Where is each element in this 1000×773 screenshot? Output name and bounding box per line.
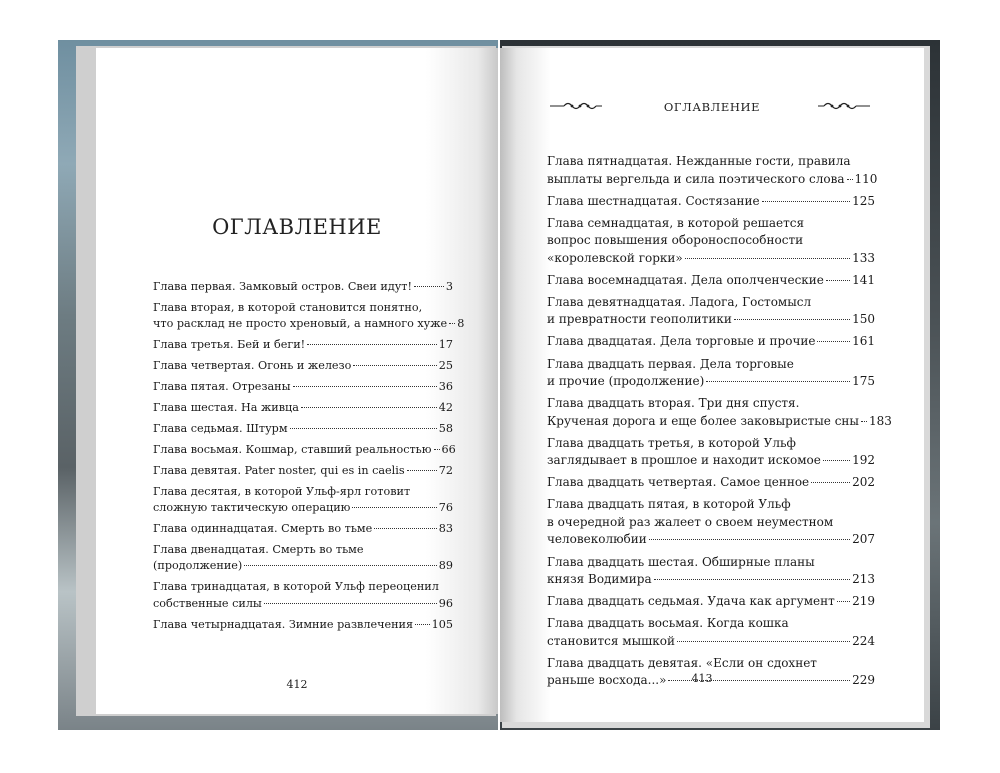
toc-entry-line [153,463,453,480]
page-number: 413 [691,672,713,685]
toc-entry [153,521,453,542]
table-of-contents-left [153,279,465,637]
chapter-title: и превратности геополитики [547,312,732,327]
chapter-page-number: 42 [438,400,453,414]
toc-entry [547,435,875,475]
toc-entry-line: Глава двадцать восьмая. Когда кошка [547,616,789,631]
dot-leader [264,603,437,604]
dot-leader [826,280,850,281]
toc-entry-line [547,373,875,391]
chapter-title: Глава восьмая. Кошмар, ставший реальностью [153,442,432,456]
dot-leader [685,258,850,259]
toc-entry-line [153,400,453,417]
chapter-page-number: 125 [852,193,875,208]
chapter-title: Глава шестнадцатая. Состязание [547,193,760,208]
dot-leader [654,579,850,580]
chapter-title: «королевской горки» [547,250,683,265]
toc-entry [153,463,453,484]
dot-leader [817,341,850,342]
toc-entry-line [547,250,875,268]
dot-leader [301,407,437,408]
toc-entry-line: Глава двадцать шестая. Обширные планы [547,554,815,569]
chapter-title: и прочие (продолжение) [547,374,705,389]
toc-entry [547,294,875,334]
chapter-page-number: 83 [438,521,453,535]
page-number: 412 [286,678,308,691]
toc-entry [547,615,875,655]
chapter-title: заглядывает в прошлое и находит искомое [547,453,821,468]
dot-leader [415,624,430,625]
dot-leader [847,179,853,180]
toc-entry [547,215,875,272]
ornament-icon [818,101,870,111]
chapter-title: Глава первая. Замковый остров. Свеи идут! [153,280,412,293]
toc-entry-line: Глава двадцать девятая. «Если он сдохнет [547,655,817,670]
chapter-title: становится мышкой [547,633,675,648]
toc-entry-line: Глава пятнадцатая. Нежданные гости, правила [547,154,851,168]
chapter-page-number: 25 [438,359,453,373]
chapter-title: что расклад не просто хреновый, а намного хуже [153,317,448,331]
toc-entry [153,400,453,421]
toc-entry-line: Глава двенадцатая. Смерть во тьме [153,542,364,556]
toc-entry [547,193,875,215]
chapter-title: Глава одиннадцатая. Смерть во тьме [153,521,373,535]
dot-leader [861,421,867,422]
chapter-page-number: 89 [438,559,453,573]
toc-entry-line: Глава двадцать первая. Дела торговые [547,356,794,371]
toc-entry-line: Глава двадцать вторая. Три дня спустя. [547,396,800,411]
toc-entry-line: Глава семнадцатая, в которой решается [547,215,805,230]
dot-leader [449,323,455,324]
toc-entry-line [153,421,453,438]
chapter-page-number: 17 [438,338,453,352]
chapter-page-number: 141 [852,272,875,287]
table-of-contents-right [547,153,892,694]
chapter-page-number: 202 [852,475,875,490]
chapter-page-number: 175 [852,374,875,389]
toc-entry [153,279,453,300]
toc-entry-line [153,337,453,354]
chapter-page-number: 58 [438,421,453,435]
right-page [500,48,924,722]
toc-entry [153,617,453,638]
chapter-page-number: 66 [441,442,456,456]
toc-entry [547,272,875,294]
toc-entry-line: Глава десятая, в которой Ульф-ярл готовит [153,484,411,498]
toc-entry [153,421,453,442]
toc-entry [153,379,453,400]
chapter-title: выплаты вергельда и сила поэтического слова [547,171,845,186]
toc-entry [547,474,875,496]
toc-entry [547,153,878,193]
dot-leader [762,201,850,202]
dot-leader [734,319,850,320]
dot-leader [706,381,850,382]
page-title: ОГЛАВЛЕНИЕ [212,215,382,239]
dot-leader [407,470,437,471]
chapter-title: князя Водимира [547,572,652,587]
toc-entry-line [153,279,453,296]
toc-entry [153,300,465,337]
dot-leader [434,449,440,450]
toc-entry-line [547,311,875,329]
dot-leader [293,386,437,387]
chapter-page-number: 110 [854,171,878,186]
dot-leader [649,539,850,540]
toc-entry-line [547,593,875,611]
toc-entry-line [153,316,465,333]
toc-entry-line [547,171,878,189]
chapter-title: Глава шестая. На живца [153,400,299,414]
toc-entry-line [547,193,875,211]
chapter-page-number: 229 [852,673,875,688]
chapter-page-number: 8 [457,317,465,331]
toc-entry-line [153,596,453,613]
chapter-title: Глава четвертая. Огонь и железо [153,359,352,373]
toc-entry-line [547,452,875,470]
toc-entry-line: вопрос повышения обороноспособности [547,233,804,248]
toc-entry-line: Глава тринадцатая, в которой Ульф переоценил [153,580,439,594]
dot-leader [414,286,444,287]
chapter-title: Глава двадцать седьмая. Удача как аргумент [547,594,835,609]
chapter-title: Глава двадцать четвертая. Самое ценное [547,475,810,490]
running-head: ОГЛАВЛЕНИЕ [663,100,761,114]
chapter-title: Крученая дорога и еще более заковыристые сны [547,413,859,428]
toc-entry-line: в очередной раз жалеет о своем неуместном [547,514,834,529]
toc-entry [547,593,875,615]
chapter-page-number: 150 [852,312,875,327]
chapter-title: Глава седьмая. Штурм [153,421,288,435]
toc-entry [547,395,892,435]
toc-entry-line [547,571,875,589]
toc-entry [153,442,456,463]
toc-entry-line [547,633,875,651]
left-page [96,48,498,714]
toc-entry-line: Глава двадцать третья, в которой Ульф [547,435,796,450]
toc-entry-line [153,558,453,575]
chapter-title: человеколюбии [547,532,647,547]
chapter-title: (продолжение) [153,559,243,573]
dot-leader [837,601,850,602]
toc-entry-line: Глава двадцать пятая, в которой Ульф [547,497,791,512]
chapter-page-number: 213 [852,572,875,587]
dot-leader [353,365,436,366]
chapter-title: Глава девятая. Pater noster, qui es in caelis [153,463,405,477]
toc-entry-line [547,531,875,549]
dot-leader [677,641,850,642]
chapter-page-number: 207 [852,532,875,547]
chapter-title: сложную тактическую операцию [153,501,351,515]
chapter-page-number: 224 [852,633,875,648]
dot-leader [811,482,850,483]
toc-entry [547,333,875,355]
toc-entry-line [547,474,875,492]
toc-entry-line [153,442,456,459]
chapter-page-number: 96 [438,596,453,610]
toc-entry [153,358,453,379]
toc-entry-line [153,617,453,634]
dot-leader [244,565,436,566]
chapter-title: Глава четырнадцатая. Зимние развлечения [153,617,414,631]
chapter-page-number: 192 [852,453,875,468]
toc-entry [547,496,875,553]
toc-entry-line [547,272,875,290]
chapter-page-number: 183 [868,413,892,428]
chapter-page-number: 219 [852,594,875,609]
chapter-title: раньше восхода...» [547,673,667,688]
toc-entry-line: Глава вторая, в которой становится понятно, [153,300,423,314]
toc-entry-line: Глава девятнадцатая. Ладога, Гостомысл [547,294,812,309]
chapter-page-number: 3 [445,280,453,293]
dot-leader [823,460,850,461]
toc-entry [153,337,453,358]
toc-entry [153,484,453,521]
dot-leader [374,528,437,529]
toc-entry-line [153,500,453,517]
chapter-title: Глава пятая. Отрезаны [153,380,291,394]
toc-entry-line [153,379,453,396]
dot-leader [290,428,437,429]
chapter-title: Глава восемнадцатая. Дела ополченческие [547,272,824,287]
dot-leader [352,507,436,508]
chapter-page-number: 72 [438,463,453,477]
toc-entry [153,542,453,579]
toc-entry-line [547,333,875,351]
toc-entry-line [153,521,453,538]
toc-entry-line [547,413,892,431]
chapter-page-number: 133 [852,250,875,265]
chapter-title: собственные силы [153,596,262,610]
toc-entry [547,554,875,594]
toc-entry-line [153,358,453,375]
chapter-title: Глава двадцатая. Дела торговые и прочие [547,334,816,349]
chapter-page-number: 76 [438,501,453,515]
chapter-page-number: 105 [431,617,453,631]
toc-entry [153,579,453,616]
dot-leader [307,344,437,345]
chapter-title: Глава третья. Бей и беги! [153,338,306,352]
chapter-page-number: 36 [438,380,453,394]
chapter-page-number: 161 [852,334,875,349]
toc-entry [547,356,875,396]
